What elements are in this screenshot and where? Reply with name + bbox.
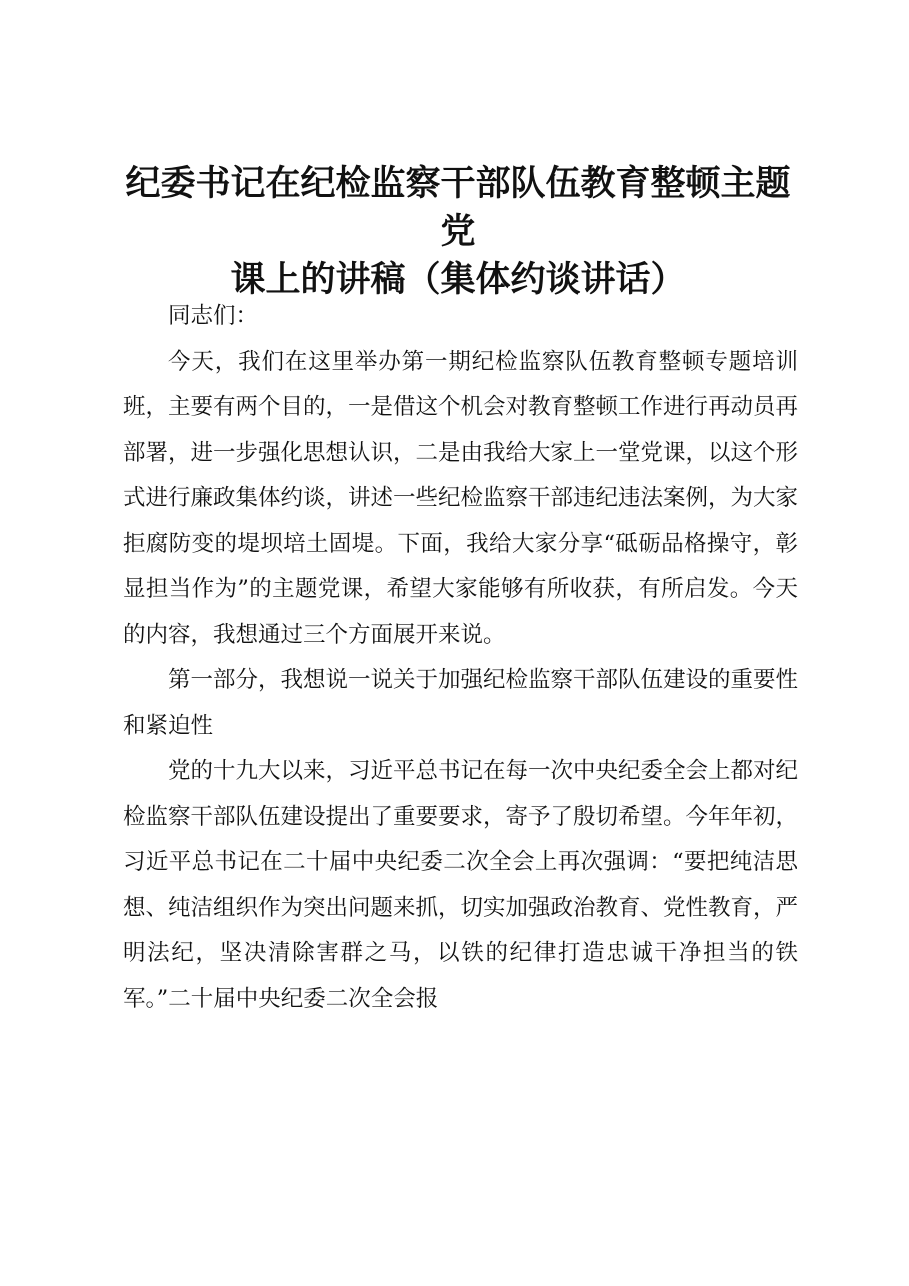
salutation-paragraph: 同志们： — [168, 303, 259, 329]
document-title — [118, 160, 798, 304]
section-one-heading-paragraph: 第一部分，我想说一说关于加强纪检监察干部队伍建设的重要性和紧迫性 — [123, 667, 799, 739]
document-body — [123, 294, 798, 1022]
document-title-line-2: 课上的讲稿（集体约谈讲话） — [230, 259, 686, 300]
document-title-line-1: 纪委书记在纪检监察干部队伍教育整顿主题党 — [125, 163, 791, 252]
intro-paragraph: 今天，我们在这里举办第一期纪检监察队伍教育整顿专题培训班，主要有两个目的，一是借这个机会对教育整顿工作进行再动员再部署，进一步强化思想认识，二是由我给大家上一堂党课，以这个形式进行廉政集体约谈，讲述一些纪检监察干部违纪违法案例，为大家拒腐防变的堤坝培土固堤。下面，我给大家分享“砥砺品格操守，彰显担当作为”的主题党课，希望大家能够有所收获，有所启发。今天的内容，我想通过三个方面展开来说。 — [123, 348, 799, 648]
section-one-body-paragraph: 党的十九大以来，习近平总书记在每一次中央纪委全会上都对纪检监察干部队伍建设提出了重要要求，寄予了殷切希望。今年年初，习近平总书记在二十届中央纪委二次全会上再次强调：“要把纯洁思想、纯洁组织作为突出问题来抓，切实加强政治教育、党性教育，严明法纪，坚决清除害群之马，以铁的纪律打造忠诚干净担当的铁军。”二十届中央纪委二次全会报 — [123, 758, 799, 1012]
